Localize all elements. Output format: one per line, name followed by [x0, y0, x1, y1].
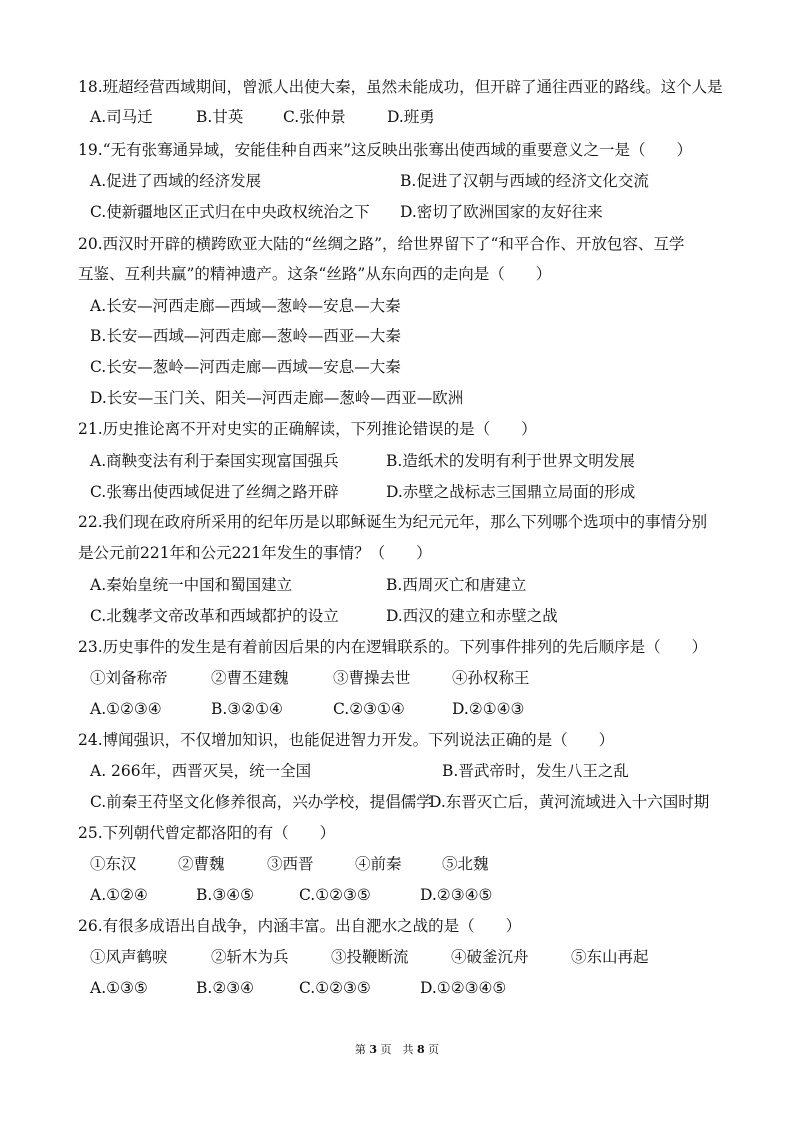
- option-c: C.长安—葱岭—河西走廊—西域—安息—大秦: [90, 358, 401, 376]
- option-c: C.前秦王苻坚文化修养很高，兴办学校，提倡儒学: [90, 793, 432, 811]
- event-item: ②曹丕建魏: [211, 669, 289, 687]
- dynasty-item: ⑤北魏: [442, 855, 489, 873]
- question-20-stem-line1: 20.西汉时开辟的横跨欧亚大陆的“丝绸之路”，给世界留下了“和平合作、开放包容、互学: [78, 235, 685, 253]
- option-b: B.③④⑤: [196, 886, 255, 904]
- question-20-stem-line2: 互鉴、互利共赢”的精神遗产。这条“丝路”从东向西的走向是（ ）: [78, 265, 552, 283]
- option-c: C.张骞出使西域促进了丝绸之路开辟: [90, 483, 339, 501]
- question-22-stem-line2: 是公元前221年和公元221年发生的事情？（ ）: [78, 544, 432, 562]
- option-d: D.②③④⑤: [420, 886, 493, 904]
- option-c: C.①②③⑤: [299, 886, 371, 904]
- option-b: B.促进了汉朝与西域的经济文化交流: [400, 172, 649, 190]
- event-item: ①刘备称帝: [90, 669, 168, 687]
- option-c: C.张仲景: [283, 108, 346, 126]
- question-22-options-row1: [90, 574, 710, 596]
- option-a: A.商鞅变法有利于秦国实现富国强兵: [90, 452, 339, 470]
- option-a: A.长安—河西走廊—西域—葱岭—安息—大秦: [90, 297, 401, 315]
- option-b: B.晋武帝时，发生八王之乱: [442, 762, 629, 780]
- footer-prefix: 第: [354, 1043, 366, 1056]
- question-25-items: [90, 853, 710, 875]
- question-18-stem: 18.班超经营西域期间，曾派人出使大秦，虽然未能成功，但开辟了通往西亚的路线。这个人是: [78, 78, 723, 96]
- option-a: A.①②④: [90, 886, 148, 904]
- option-d: D.西汉的建立和赤壁之战: [386, 607, 558, 625]
- question-24-options-row1: [90, 760, 710, 782]
- total-page-number: 8: [417, 1043, 425, 1056]
- option-b: B.②③④: [196, 979, 255, 997]
- question-23-options: [90, 698, 710, 720]
- dynasty-item: ②曹魏: [178, 855, 225, 873]
- dynasty-item: ①东汉: [90, 855, 137, 873]
- question-19-options-row1: [90, 170, 710, 192]
- option-d: D.赤壁之战标志三国鼎立局面的形成: [386, 483, 636, 501]
- idiom-item: ②斩木为兵: [211, 948, 289, 966]
- option-a: A.①③⑤: [90, 979, 148, 997]
- option-d: D.①②③④⑤: [420, 979, 507, 997]
- question-21-options-row2: [90, 481, 710, 503]
- option-d: D.长安—玉门关、阳关—河西走廊—葱岭—西亚—欧洲: [90, 389, 464, 407]
- idiom-item: ⑤东山再起: [571, 948, 649, 966]
- question-25-stem: 25.下列朝代曾定都洛阳的有（ ）: [78, 824, 336, 842]
- question-22-stem-line1: 22.我们现在政府所采用的纪年历是以耶稣诞生为纪元元年，那么下列哪个选项中的事情分别: [78, 513, 708, 531]
- question-24-options-row2: [90, 791, 720, 813]
- idiom-item: ①风声鹤唳: [90, 948, 168, 966]
- current-page-number: 3: [369, 1043, 377, 1056]
- footer-suffix: 页: [428, 1043, 440, 1056]
- option-c: C.①②③⑤: [299, 979, 371, 997]
- question-19-stem: 19.“无有张骞通异域，安能佳种自西来”这反映出张骞出使西域的重要意义之一是（ ）: [78, 141, 693, 159]
- option-a: A.司马迁: [90, 108, 153, 126]
- option-c: C.②③①④: [333, 700, 405, 718]
- question-26-stem: 26.有很多成语出自战争，内涵丰富。出自淝水之战的是（ ）: [78, 917, 522, 935]
- idiom-item: ④破釜沉舟: [451, 948, 529, 966]
- question-24-stem: 24.博闻强识，不仅增加知识，也能促进智力开发。下列说法正确的是（ ）: [78, 731, 615, 749]
- event-item: ③曹操去世: [333, 669, 411, 687]
- option-b: B.甘英: [196, 108, 244, 126]
- question-26-items: [90, 946, 710, 968]
- event-item: ④孙权称王: [452, 669, 530, 687]
- option-c: C.使新疆地区正式归在中央政权统治之下: [90, 203, 370, 221]
- question-19-options-row2: [90, 201, 710, 223]
- option-b: B.长安—西域—河西走廊—葱岭—西亚—大秦: [90, 327, 401, 345]
- question-26-options: [90, 977, 710, 999]
- question-21-stem: 21.历史推论离不开对史实的正确解读，下列推论错误的是（ ）: [78, 420, 537, 438]
- option-d: D.班勇: [387, 108, 435, 126]
- dynasty-item: ③西晋: [267, 855, 314, 873]
- question-23-items: [90, 667, 710, 689]
- option-a: A. 266年，西晋灭吴，统一全国: [90, 762, 312, 780]
- question-21-options-row1: [90, 450, 710, 472]
- option-d: D.密切了欧洲国家的友好往来: [400, 203, 603, 221]
- footer-mid: 页 共: [380, 1043, 414, 1056]
- option-b: B.造纸术的发明有利于世界文明发展: [386, 452, 635, 470]
- option-d: D.东晋灭亡后，黄河流域进入十六国时期: [429, 793, 710, 811]
- question-23-stem: 23.历史事件的发生是有着前因后果的内在逻辑联系的。下列事件排列的先后顺序是（ ）: [78, 638, 708, 656]
- option-d: D.②①④③: [452, 700, 525, 718]
- dynasty-item: ④前秦: [355, 855, 402, 873]
- question-25-options: [90, 884, 710, 906]
- option-b: B.③②①④: [211, 700, 283, 718]
- question-18-options: [90, 106, 710, 128]
- idiom-item: ③投鞭断流: [331, 948, 409, 966]
- option-b: B.西周灭亡和唐建立: [386, 576, 527, 594]
- question-22-options-row2: [90, 605, 710, 627]
- option-c: C.北魏孝文帝改革和西域都护的设立: [90, 607, 339, 625]
- option-a: A.①②③④: [90, 700, 162, 718]
- option-a: A.促进了西域的经济发展: [90, 172, 262, 190]
- option-a: A.秦始皇统一中国和蜀国建立: [90, 576, 293, 594]
- page-footer: [0, 1043, 794, 1057]
